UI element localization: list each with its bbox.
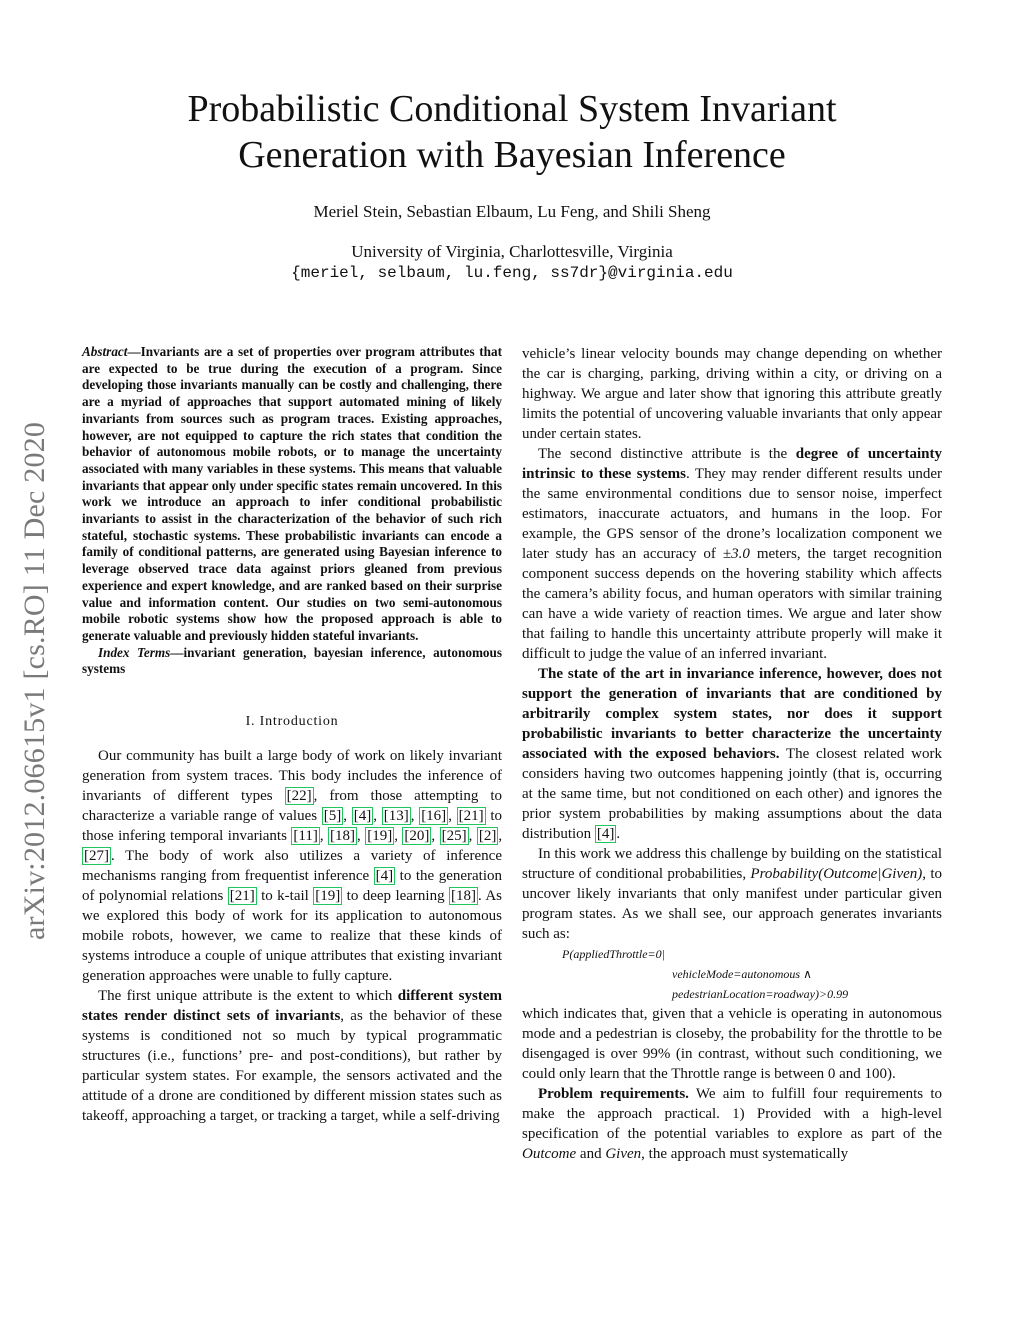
invariant-equation xyxy=(522,944,942,1004)
citation-link[interactable]: [5] xyxy=(323,808,342,825)
citation-link[interactable]: [13] xyxy=(383,808,409,825)
citation-link[interactable]: [27] xyxy=(84,848,109,865)
right-paragraph-4: In this work we address this challenge by building on the statistical structure of conditional probabilities, Probability(Outcome|Given), to uncover likely invariants that only manifest under particular given program states. As we shall see, our approach generates invariants such as: xyxy=(522,846,943,942)
section-heading-introduction: I. Introduction xyxy=(245,714,339,730)
index-terms-dash: — xyxy=(170,644,184,660)
citation-link[interactable]: [21] xyxy=(229,888,255,905)
right-column xyxy=(522,344,942,1164)
title-line-1: Probabilistic Conditional System Invariant xyxy=(187,88,837,130)
index-terms-text: invariant generation, bayesian inference, autonomous systems xyxy=(82,644,502,677)
author-list: Meriel Stein, Sebastian Elbaum, Lu Feng, and Shili Sheng xyxy=(313,202,711,221)
citation-link[interactable]: [21] xyxy=(458,808,484,825)
index-terms-label: Index Terms xyxy=(98,644,171,660)
index-terms xyxy=(82,645,502,678)
right-paragraph-5: which indicates that, given that a vehicle is operating in autonomous mode and a pedestrian is closeby, the probability for the throttle to be disengaged is over 99% (in contrast, without such conditioning, we could only learn that the Throttle range is between 0 and 100). xyxy=(522,1006,942,1082)
right-paragraph-2: The second distinctive attribute is the degree of uncertainty intrinsic to these systems. They may render different results under the same environmental conditions due to sensor noise, imperfect estimators, inaccurate actuators, and humans in the loop. For example, the GPS sensor of the drone’s localization component we later study has an accuracy of ±3.0 meters, the target recognition component success depends on the hovering stability which affects the camera’s ability focus, and human operators with similar training can have a wide variety of reaction times. We argue and later show that failing to handle this uncertainty attribute properly will make it difficult to judge the value of an inferred invariant. xyxy=(522,446,942,662)
citation-link[interactable]: [4] xyxy=(375,868,394,885)
arxiv-watermark: arXiv:2012.06615v1 [cs.RO] 11 Dec 2020 xyxy=(18,421,51,940)
citation-link[interactable]: [18] xyxy=(330,828,356,845)
right-paragraph-3: The state of the art in invariance inference, however, does not support the generation of invariants that are conditioned by arbitrarily complex system states, nor does it support probabilistic invariants to better characterize the uncertainty associated with the exposed behaviors. The closest related work considers having two outcomes happening jointly (that is, occurring at the same time, but not conditioned on each other) and ignores the prior system probabilities by making assumptions about the data distribution [4] . xyxy=(522,666,942,842)
left-column xyxy=(82,344,502,1126)
abstract-dash: — xyxy=(127,344,141,359)
right-paragraph-1: vehicle’s linear velocity bounds may change depending on whether the car is charging, parking, driving within a city, or driving on a highway. We argue and later show that ignoring this attribute greatly limits the potential of uncovering valuable invariants that only appear under certain states. xyxy=(522,346,942,442)
citation-link[interactable]: [18] xyxy=(451,888,476,905)
citation-link[interactable]: [22] xyxy=(286,788,312,805)
equation-line-1: P(appliedThrottle=0| xyxy=(562,947,665,961)
abstract xyxy=(82,344,502,645)
page-title xyxy=(0,86,1024,178)
right-paragraph-6: Problem requirements. We aim to fulfill four requirements to make the approach practical. 1) Provided with a high-level specification of the potential variables to explore as part of the Outcome and Given, the approach must systematically xyxy=(522,1086,942,1162)
citation-link[interactable]: [20] xyxy=(404,828,430,845)
citation-link[interactable]: [2] xyxy=(478,828,497,845)
title-line-2: Generation with Bayesian Inference xyxy=(238,134,786,176)
intro-paragraph-1: Our community has built a large body of work on likely invariant generation from system traces. This body includes the inference of invariants of different types [22] , from those attempting to characterize a variable range of values [5] , [4] , [13] , [16] , [21] to those infering temporal invariants [11] , [18] , [19] , [20] , [25] , [2] , [27] . The body of work also utilizes a variety of inference mechanisms ranging from frequentist inference [4] to the generation of polynomial relations [21] to k-tail [19] to deep learning [18] . As we explored this body of work for its application to autonomous mobile robots, however, we came to realize that these kinds of systems introduce a couple of unique attributes that existing invariant generation approaches were unable to fully capture. xyxy=(82,748,503,985)
citation-link[interactable]: [4] xyxy=(353,808,372,825)
equation-line-3: pedestrianLocation=roadway)>0.99 xyxy=(672,987,849,1001)
citation-link[interactable]: [11] xyxy=(293,828,318,845)
affiliation: University of Virginia, Charlottesville, Virginia xyxy=(351,242,673,261)
abstract-text: Invariants are a set of properties over program attributes that are expected to be true during the execution of a program. Since developing those invariants manually can be costly and challenging, there are a myriad of approaches that support automated mining of likely invariants from sources such as program traces. Existing approaches, however, are not equipped to capture the rich states that condition the behavior of autonomous mobile robots, or to manage the uncertainty associated with many variables in these systems. This means that valuable invariants that appear only under specific states remain uncovered. In this work we introduce an approach to infer conditional probabilistic invariants to assist in the characterization of the behavior of such rich stateful, stochastic systems. These probabilistic invariants can encode a family of conditional patterns, are generated using Bayesian inference to leverage observed trace data against priors gleaned from previous experience and expert knowledge, and are ranked based on their surprise value and information content. Our studies on two semi-autonomous mobile robotic systems show how the proposed approach is able to generate valuable and previously hidden stateful invariants. xyxy=(82,344,502,643)
author-emails: {meriel, selbaum, lu.feng, ss7dr}@virginia.edu xyxy=(291,264,733,282)
intro-paragraph-2: The first unique attribute is the extent to which different system states render distinct sets of invariants, as the behavior of these systems is conditioned not so much by typical programmatic structures (i.e., functions’ pre- and post-conditions), but rather by particular system states. For example, the sensors activated and the attitude of a drone are conditioned by different mission states such as takeoff, approaching a target, or tracking a target, while a self-driving xyxy=(82,988,502,1125)
citation-link[interactable]: [25] xyxy=(441,828,467,845)
citation-link[interactable]: [4] xyxy=(596,826,615,842)
citation-link[interactable]: [19] xyxy=(367,828,393,845)
equation-line-2: vehicleMode=autonomous ∧ xyxy=(672,967,812,981)
abstract-label: Abstract xyxy=(82,344,128,359)
citation-link[interactable]: [19] xyxy=(315,888,341,905)
citation-link[interactable]: [16] xyxy=(421,808,447,825)
